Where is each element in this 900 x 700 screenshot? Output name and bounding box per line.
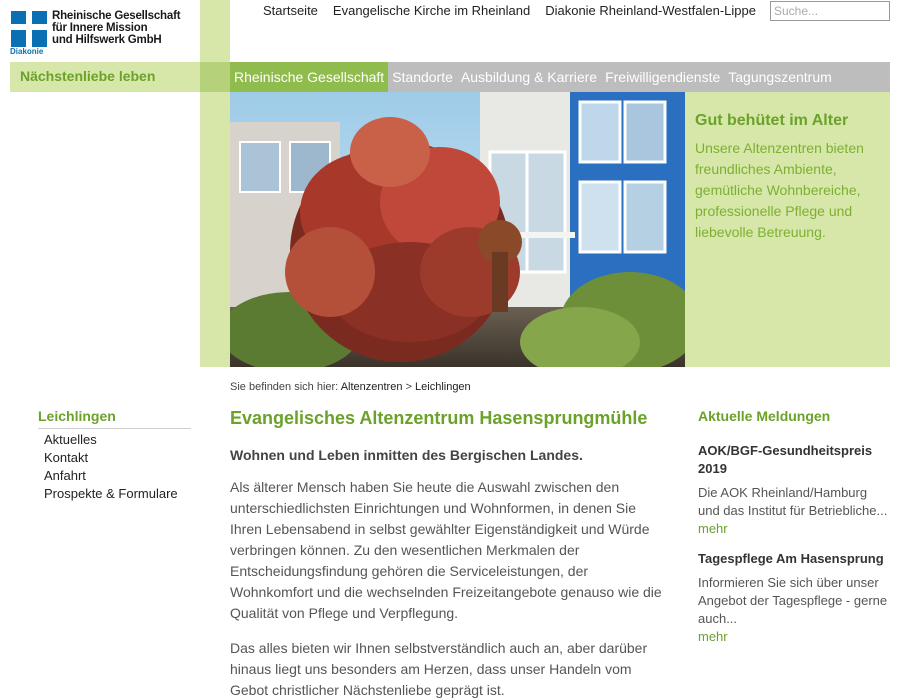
news-column <box>698 408 888 658</box>
breadcrumb-separator: > <box>405 381 412 393</box>
breadcrumb <box>230 381 471 393</box>
hero-teaser <box>685 92 890 367</box>
sidebar-title: Leichlingen <box>38 408 191 429</box>
news-item-desc: Informieren Sie sich über unser Angebot der Tagespflege - gerne auch... <box>698 575 888 626</box>
news-more-link[interactable]: mehr <box>698 629 728 644</box>
mainnav-item-tagungszentrum[interactable]: Tagungszentrum <box>728 69 832 85</box>
top-nav <box>263 3 756 18</box>
green-stripe <box>200 0 230 367</box>
sidebar-item-anfahrt[interactable]: Anfahrt <box>44 468 86 483</box>
news-item <box>698 550 888 646</box>
logo-text <box>52 10 180 46</box>
mainnav-item-rheinische-gesellschaft[interactable]: Rheinische Gesellschaft <box>230 62 388 92</box>
mainnav-item-standorte[interactable]: Standorte <box>392 69 453 85</box>
news-item-desc: Die AOK Rheinland/Hamburg und das Institut für Betriebliche... <box>698 485 888 518</box>
topnav-diakonie-rwl-link[interactable]: Diakonie Rheinland-Westfalen-Lippe <box>545 3 756 18</box>
news-item-title[interactable]: AOK/BGF-Gesundheitspreis 2019 <box>698 443 873 476</box>
sidebar <box>38 408 191 503</box>
news-item-title[interactable]: Tagespflege Am Hasensprung <box>698 551 884 566</box>
breadcrumb-prefix: Sie befinden sich hier: <box>230 381 339 393</box>
news-title: Aktuelle Meldungen <box>698 408 831 424</box>
logo-line: für Innere Mission <box>52 22 148 34</box>
news-more-link[interactable]: mehr <box>698 521 728 536</box>
logo[interactable] <box>10 10 200 60</box>
sidebar-item-prospekte[interactable]: Prospekte & Formulare <box>44 486 178 501</box>
logo-wordmark: Diakonie <box>10 47 44 56</box>
mainnav-item-freiwilligendienste[interactable]: Freiwilligendienste <box>605 69 721 85</box>
hero-image <box>230 92 685 367</box>
diakonie-cross-icon <box>10 10 48 58</box>
lead-text: Wohnen und Leben inmitten des Bergischen Landes. <box>230 447 583 463</box>
logo-line: Rheinische Gesellschaft <box>52 10 181 22</box>
sidebar-list <box>38 429 191 503</box>
breadcrumb-leichlingen-link[interactable]: Leichlingen <box>415 381 471 393</box>
news-item <box>698 442 888 538</box>
main-content <box>230 408 670 700</box>
search-input[interactable] <box>770 1 890 21</box>
mainnav-item-ausbildung[interactable]: Ausbildung & Karriere <box>460 69 598 85</box>
sidebar-item-aktuelles[interactable]: Aktuelles <box>44 432 97 447</box>
content-paragraph: Als älterer Mensch haben Sie heute die Auswahl zwischen den unterschiedlichsten Einrichtungen und Wohnformen, in denen Sie Ihren Lebensabend in selbst gewählter Eigenständigkeit und Würde verbringen können. Zu den wesentlichen Merkmalen der Entscheidungsfindung gehören die Serviceleistungen, der Wohnkomfort und die wechselnden Freizeitangebote genauso wie die Qualität von Pflege und Verpflegung. <box>230 479 662 621</box>
hero-title: Gut behütet im Alter <box>695 112 849 129</box>
topnav-ekir-link[interactable]: Evangelische Kirche im Rheinland <box>332 3 531 18</box>
logo-line: und Hilfswerk GmbH <box>52 34 162 46</box>
content-paragraph: Das alles bieten wir Ihnen selbstverständlich auch an, aber darüber hinaus liegt uns besonders am Herzen, dass unser Handeln vom Gebot christlicher Nächstenliebe geprägt ist. <box>230 640 648 698</box>
main-nav <box>230 62 890 92</box>
nav-stripe-accent <box>200 62 230 92</box>
page-title: Evangelisches Altenzentrum Hasensprungmühle <box>230 408 648 428</box>
breadcrumb-altenzentren-link[interactable]: Altenzentren <box>340 381 403 393</box>
topnav-startseite-link[interactable]: Startseite <box>263 3 318 18</box>
hero-text: Unsere Altenzentren bieten freundliches Ambiente, gemütliche Wohnbereiche, professionelle Pflege und liebevolle Betreuung. <box>695 140 864 240</box>
tagline: Nächstenliebe leben <box>10 62 200 92</box>
sidebar-item-kontakt[interactable]: Kontakt <box>44 450 89 465</box>
